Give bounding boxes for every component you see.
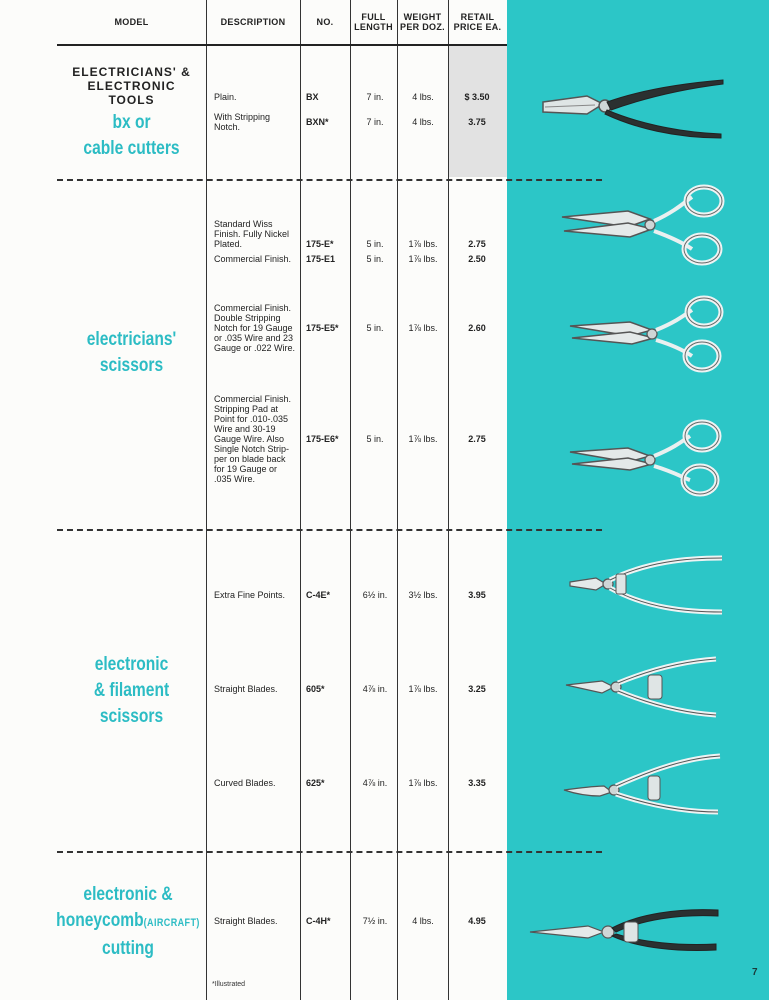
row-description: [214, 112, 300, 132]
row-length: 5 in.: [366, 239, 384, 249]
row-weight: 4 lbs.: [412, 916, 434, 926]
desc-line: Point for .010-.035: [214, 414, 289, 424]
desc-line: Standard Wiss: [214, 219, 273, 229]
row-length: 7 in.: [366, 92, 384, 102]
teal-panel: [507, 0, 769, 1000]
header-price: [448, 0, 507, 44]
row-length: 4⅞ in.: [362, 684, 388, 694]
section-title-filament-scissors: [70, 652, 192, 730]
filament-scissors-illustration: [562, 653, 722, 721]
row-model-no: 625*: [306, 778, 325, 788]
row-length: 5 in.: [366, 254, 384, 264]
row-length: 7½ in.: [362, 916, 388, 926]
desc-line: Plated.: [214, 239, 243, 249]
row-description: Straight Blades.: [214, 916, 278, 926]
row-price: 3.35: [468, 778, 486, 788]
row-model-no: BX: [306, 92, 319, 102]
electricians-scissors-illustration: [566, 294, 728, 374]
desc-line: .035 Wire.: [214, 474, 256, 484]
row-weight: 1⅞ lbs.: [408, 323, 438, 333]
header-full-length: [350, 0, 397, 44]
desc-line: per on blade back: [214, 454, 286, 464]
row-description: [214, 303, 300, 353]
title-line: honeycomb: [56, 910, 144, 931]
title-line: bx or: [112, 112, 151, 133]
header-price-line: PRICE EA.: [453, 22, 502, 32]
desc-line: Commercial Finish.: [214, 394, 292, 404]
title-line: electronic &: [83, 884, 173, 905]
header-price-line: RETAIL: [460, 12, 495, 22]
header-weight: [397, 0, 448, 44]
row-price: 4.95: [468, 916, 486, 926]
row-description: [214, 219, 300, 249]
desc-line: Finish. Fully Nickel: [214, 229, 290, 239]
title-line: & filament: [93, 680, 170, 701]
desc-line: Gauge or .022 Wire.: [214, 343, 296, 353]
row-price: 2.60: [468, 323, 486, 333]
section-title-bx: [70, 110, 192, 162]
electricians-scissors-illustration: [566, 418, 726, 498]
row-model-no: 175-E*: [306, 239, 334, 249]
row-weight: 1⅞ lbs.: [408, 239, 438, 249]
section-title-electricians-scissors: [70, 327, 192, 379]
desc-line: Commercial Finish.: [214, 303, 292, 313]
section-subtitle: [57, 65, 206, 107]
header-full-length-line: LENGTH: [354, 22, 393, 32]
row-price: 3.25: [468, 684, 486, 694]
title-line: scissors: [99, 706, 164, 727]
desc-line: Notch for 19 Gauge: [214, 323, 293, 333]
header-rule: [57, 44, 507, 46]
desc-line: Gauge Wire. Also: [214, 434, 285, 444]
row-price: 3.75: [468, 117, 486, 127]
row-description: Commercial Finish.: [214, 254, 292, 264]
page-number: 7: [752, 967, 758, 978]
row-weight: 3½ lbs.: [408, 590, 438, 600]
row-length: 6½ in.: [362, 590, 388, 600]
row-description: Plain.: [214, 92, 237, 102]
desc-line: Stripping Pad at: [214, 404, 279, 414]
header-no: NO.: [316, 17, 334, 27]
title-line: electricians': [86, 329, 177, 350]
section-title-honeycomb: [56, 882, 200, 962]
row-model-no: 175-E5*: [306, 323, 339, 333]
row-price: 3.95: [468, 590, 486, 600]
header-weight-line: WEIGHT: [403, 12, 442, 22]
header-description: DESCRIPTION: [220, 17, 286, 27]
footnote: *Illustrated: [212, 981, 246, 988]
desc-line: or .035 Wire and 23: [214, 333, 294, 343]
desc-line: Double Stripping: [214, 313, 281, 323]
row-price: 2.75: [468, 434, 486, 444]
row-weight: 4 lbs.: [412, 92, 434, 102]
row-weight: 1⅞ lbs.: [408, 254, 438, 264]
desc-line: Notch.: [214, 122, 241, 132]
row-weight: 1⅞ lbs.: [408, 684, 438, 694]
row-length: 7 in.: [366, 117, 384, 127]
row-model-no: C-4H*: [306, 916, 331, 926]
desc-line: for 19 Gauge or: [214, 464, 278, 474]
column-rule: [448, 0, 449, 1000]
subtitle-line: TOOLS: [108, 93, 155, 107]
title-aircraft: (AIRCRAFT): [143, 917, 200, 929]
row-weight: 1⅞ lbs.: [408, 778, 438, 788]
row-model-no: BXN*: [306, 117, 329, 127]
filament-scissors-illustration: [566, 552, 726, 622]
header-full-length-line: FULL: [361, 12, 386, 22]
row-price: 2.75: [468, 239, 486, 249]
column-rule: [397, 0, 398, 1000]
row-weight: 1⅞ lbs.: [408, 434, 438, 444]
title-line: cable cutters: [83, 138, 180, 159]
desc-line: With Stripping: [214, 112, 271, 122]
cable-cutter-illustration: [535, 70, 730, 150]
column-rule: [206, 0, 207, 1000]
header-model: MODEL: [114, 17, 149, 27]
row-description: Extra Fine Points.: [214, 590, 286, 600]
column-rule: [350, 0, 351, 1000]
title-line: scissors: [99, 355, 164, 376]
row-length: 5 in.: [366, 434, 384, 444]
subtitle-line: ELECTRICIANS' &: [72, 65, 191, 79]
filament-scissors-illustration: [560, 750, 725, 820]
honeycomb-snips-illustration: [528, 902, 723, 957]
column-rule: [300, 0, 301, 1000]
row-price: 2.50: [468, 254, 486, 264]
row-weight: 4 lbs.: [412, 117, 434, 127]
price-highlight: [449, 45, 507, 177]
row-model-no: 175-E1: [306, 254, 336, 264]
row-length: 5 in.: [366, 323, 384, 333]
row-description: Curved Blades.: [214, 778, 276, 788]
title-line: electronic: [94, 654, 169, 675]
title-line: cutting: [102, 938, 154, 959]
row-model-no: 605*: [306, 684, 325, 694]
electricians-scissors-illustration: [558, 183, 728, 268]
header-weight-line: PER DOZ.: [400, 22, 445, 32]
section-divider: [57, 529, 602, 531]
section-divider: [57, 851, 602, 853]
row-model-no: C-4E*: [306, 590, 331, 600]
row-model-no: 175-E6*: [306, 434, 339, 444]
subtitle-line: ELECTRONIC: [87, 79, 176, 93]
row-length: 4⅞ in.: [362, 778, 388, 788]
desc-line: Single Notch Strip-: [214, 444, 290, 454]
row-description: [214, 394, 300, 484]
desc-line: Wire and 30-19: [214, 424, 276, 434]
section-divider: [57, 179, 602, 181]
row-price: $ 3.50: [464, 92, 490, 102]
row-description: Straight Blades.: [214, 684, 278, 694]
